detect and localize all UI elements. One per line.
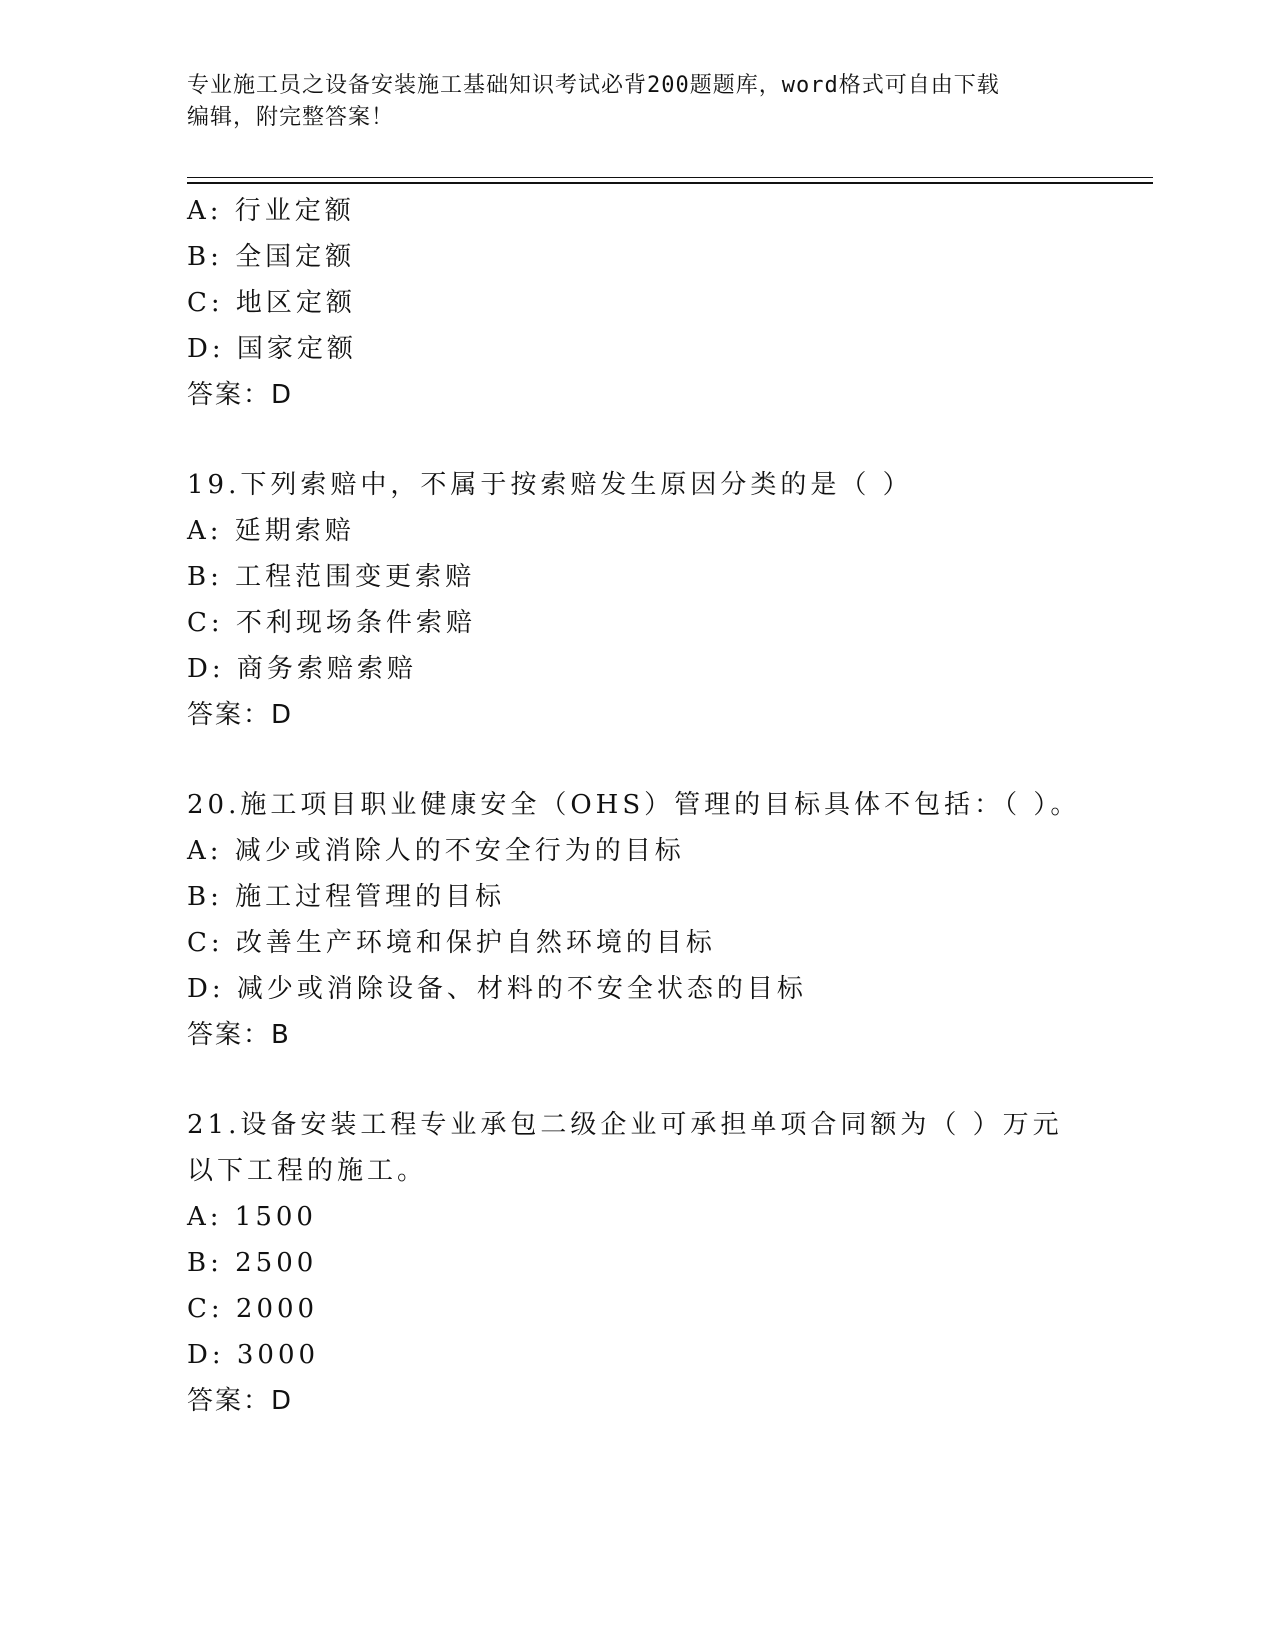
option-a: A: 延期索赔	[187, 516, 355, 546]
option-d: D: 减少或消除设备、材料的不安全状态的目标	[187, 974, 807, 1004]
option-d: D: 3000	[187, 1340, 320, 1370]
option-c: C: 2000	[187, 1294, 319, 1324]
answer-line: 答案：D	[187, 700, 294, 730]
header-divider-thin	[187, 177, 1153, 178]
option-a: A: 减少或消除人的不安全行为的目标	[187, 836, 685, 866]
question-block-19	[187, 462, 1087, 738]
option-d: D: 国家定额	[187, 334, 357, 364]
header-title-line1: 专业施工员之设备安装施工基础知识考试必背200题题库，word格式可自由下载	[187, 73, 1000, 98]
header-divider-thick	[187, 182, 1153, 184]
header-title-line2: 编辑，附完整答案！	[187, 105, 395, 130]
spacer	[187, 1058, 1087, 1102]
option-c: C: 不利现场条件索赔	[187, 608, 476, 638]
option-c: C: 改善生产环境和保护自然环境的目标	[187, 928, 716, 958]
question-block-21	[187, 1102, 1087, 1424]
spacer	[187, 418, 1087, 462]
question-block-20	[187, 782, 1087, 1058]
answer-line: 答案：D	[187, 380, 294, 410]
option-b: B: 2500	[187, 1248, 318, 1278]
option-a: A: 1500	[187, 1202, 317, 1232]
option-a: A: 行业定额	[187, 196, 355, 226]
question-list	[187, 188, 1087, 1424]
answer-line: 答案：D	[187, 1386, 294, 1416]
question-text: 19.下列索赔中，不属于按索赔发生原因分类的是（ ）	[187, 470, 913, 500]
question-block-18	[187, 188, 1087, 418]
question-text: 20.施工项目职业健康安全（OHS）管理的目标具体不包括：（ ）。	[187, 790, 1081, 820]
spacer	[187, 738, 1087, 782]
option-c: C: 地区定额	[187, 288, 356, 318]
option-b: B: 工程范围变更索赔	[187, 562, 476, 592]
option-b: B: 全国定额	[187, 242, 356, 272]
answer-line: 答案：B	[187, 1020, 291, 1050]
question-text: 21.设备安装工程专业承包二级企业可承担单项合同额为（ ）万元以下工程的施工。	[187, 1110, 1063, 1186]
option-b: B: 施工过程管理的目标	[187, 882, 506, 912]
document-header	[187, 70, 1067, 134]
option-d: D: 商务索赔索赔	[187, 654, 417, 684]
